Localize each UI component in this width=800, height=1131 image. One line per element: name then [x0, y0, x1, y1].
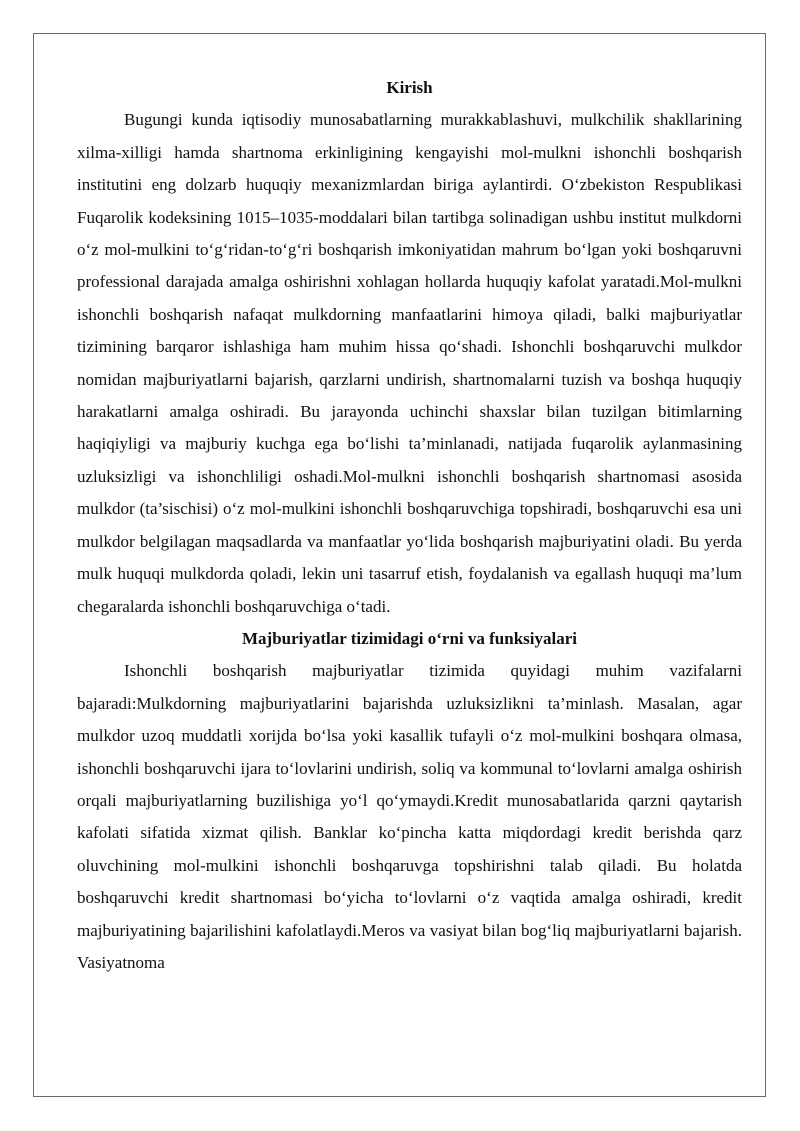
document-body [77, 72, 742, 979]
heading-role-and-functions: Majburiyatlar tizimidagi o‘rni va funksiyalari [242, 628, 577, 648]
paragraph-introduction: Bugungi kunda iqtisodiy munosabatlarning murakkablashuvi, mulkchilik shakllarining xilma-xilligi hamda shartnoma erkinligining kengayishi mol-mulkni ishonchli boshqarish institutini eng dolzarb huquqiy mexanizmlardan biriga aylantirdi. O‘zbekiston Respublikasi Fuqarolik kodeksining 1015–1035-moddalari bilan tartibga solinadigan ushbu institut mulkdorni o‘z mol-mulkini to‘g‘ridan-to‘g‘ri boshqarish imkoniyatidan mahrum bo‘lgan yoki boshqaruvni professional darajada amalga oshirishni xohlagan hollarda huquqiy kafolat yaratadi.Mol-mulkni ishonchli boshqarish nafaqat mulkdorning manfaatlarini himoya qiladi, balki majburiyatlar tizimining barqaror ishlashiga ham muhim hissa qo‘shadi. Ishonchli boshqaruvchi mulkdor nomidan majburiyatlarni bajarish, qarzlarni undirish, shartnomalarni tuzish va boshqa huquqiy harakatlarni amalga oshiradi. Bu jarayonda uchinchi shaxslar bilan tuzilgan bitimlarning haqiqiyligi va majburiy kuchga ega bo‘lishi ta’minlanadi, natijada fuqarolik aylanmasining uzluksizligi va ishonchliligi oshadi.Mol-mulkni ishonchli boshqarish shartnomasi asosida mulkdor (ta’sischisi) o‘z mol-mulkini ishonchli boshqaruvchiga topshiradi, boshqaruvchi esa uni mulkdor belgilagan maqsadlarda va manfaatlar yo‘lida boshqarish majburiyatini oladi. Bu yerda mulk huquqi mulkdorda qoladi, lekin uni tasarruf etish, foydalanish va egallash huquqi ma’lum chegaralarda ishonchli boshqaruvchiga o‘tadi. [77, 110, 742, 616]
paragraph-role-and-functions: Ishonchli boshqarish majburiyatlar tizimida quyidagi muhim vazifalarni bajaradi:Mulkdorning majburiyatlarini bajarishda uzluksizlikni ta’minlash. Masalan, agar mulkdor uzoq muddatli xorijda bo‘lsa yoki kasallik tufayli o‘z mol-mulkini boshqara olmasa, ishonchli boshqaruvchi ijara to‘lovlarini undirish, soliq va kommunal to‘lovlarni amalga oshirish orqali majburiyatlarning buzilishiga yo‘l qo‘ymaydi.Kredit munosabatlarida qarzni qaytarish kafolati sifatida xizmat qilish. Banklar ko‘pincha katta miqdordagi kredit berishda qarz oluvchining mol-mulkini ishonchli boshqaruvga topshirishni talab qiladi. Bu holatda boshqaruvchi kredit shartnomasi bo‘yicha to‘lovlarni o‘z vaqtida amalga oshiradi, kredit majburiyatining bajarilishini kafolatlaydi.Meros va vasiyat bilan bog‘liq majburiyatlarni bajarish. Vasiyatnoma [77, 661, 742, 972]
heading-introduction: Kirish [386, 78, 433, 97]
